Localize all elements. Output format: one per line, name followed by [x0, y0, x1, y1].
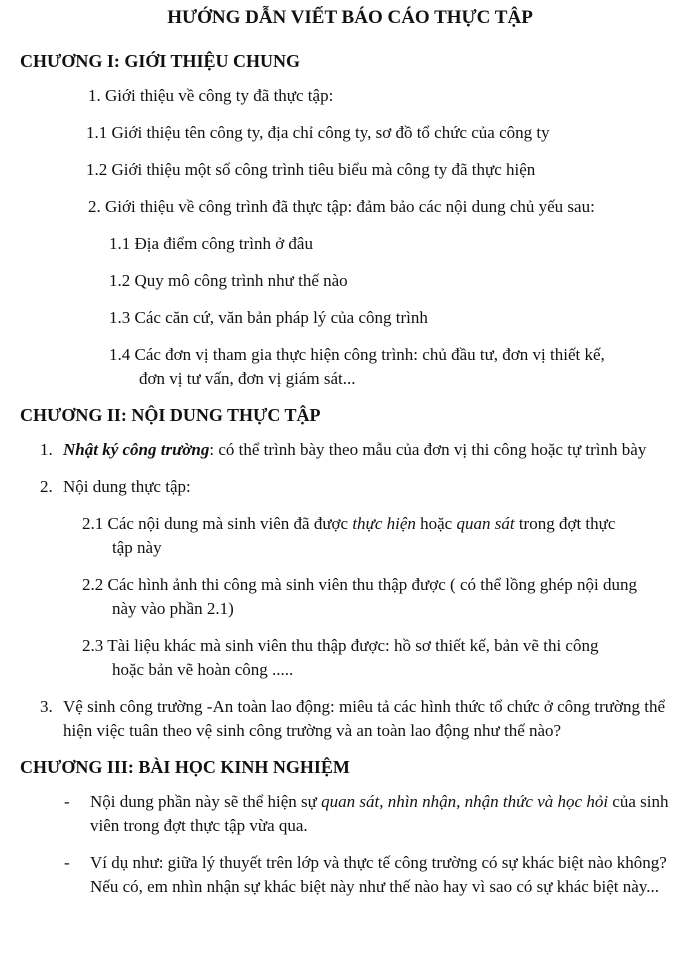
ch1-item-2-3: 1.3 Các căn cứ, văn bản pháp lý của công trình: [109, 308, 428, 327]
ch2-item-2: [20, 475, 680, 499]
ch2-item-1-text: : có thể trình bày theo mẫu của đơn vị thi công hoặc tự trình bày: [209, 440, 647, 459]
ch3-bullet-1-pre: Nội dung phần này sẽ thể hiện sự: [90, 792, 322, 811]
ch2-item-2-number: 2.: [40, 477, 53, 496]
ch2-sub-2-3-line2: hoặc bản vẽ hoàn công .....: [112, 660, 294, 679]
ch2-sub-2-2: [20, 573, 680, 621]
chapter-2-heading: CHƯƠNG II: NỘI DUNG THỰC TẬP: [20, 405, 321, 425]
ch2-sub-2-1: [20, 512, 680, 560]
ch3-bullet-2: [20, 851, 680, 899]
ch1-item-2-1: 1.1 Địa điểm công trình ở đâu: [109, 234, 313, 253]
ch2-sub-2-1-line2: tập này: [112, 538, 162, 557]
ch2-sub-2-2-line2: này vào phần 2.1): [112, 599, 234, 618]
ch3-bullet-1-post: của sinh viên trong đợt thực tập vừa qua.: [90, 792, 669, 835]
ch1-item-1-2: 1.2 Giới thiệu một số công trình tiêu biểu mà công ty đã thực hiện: [86, 160, 536, 179]
ch1-item-2-4: [20, 343, 680, 391]
ch2-item-2-text: Nội dung thực tập:: [63, 477, 191, 496]
ch2-sub-2-1-em1: thực hiện: [352, 514, 416, 533]
ch3-bullet-1-mark: -: [64, 792, 70, 811]
ch3-bullet-1: [20, 790, 680, 838]
chapter-1-heading: CHƯƠNG I: GIỚI THIỆU CHUNG: [20, 51, 301, 71]
ch1-item-2: 2. Giới thiệu về công trình đã thực tập: đảm bảo các nội dung chủ yếu sau:: [88, 197, 595, 216]
ch1-item-2-2: 1.2 Quy mô công trình như thế nào: [109, 271, 348, 290]
ch2-sub-2-1-em2: quan sát: [456, 514, 515, 533]
chapter-3-heading: CHƯƠNG III: BÀI HỌC KINH NGHIỆM: [20, 757, 350, 777]
ch2-item-1-emphasis: Nhật ký công trường: [63, 440, 210, 459]
ch2-item-3-number: 3.: [40, 697, 53, 716]
ch3-bullet-2-mark: -: [64, 853, 70, 872]
ch3-bullet-1-emphasis: quan sát, nhìn nhận, nhận thức và học hỏi: [321, 792, 609, 811]
ch3-bullet-1-body: [90, 790, 680, 838]
ch2-sub-2-3-line1: 2.3 Tài liệu khác mà sinh viên thu thập được: hồ sơ thiết kế, bản vẽ thi công: [82, 636, 599, 655]
ch1-item-2-4-line1: 1.4 Các đơn vị tham gia thực hiện công trình: chủ đầu tư, đơn vị thiết kế,: [109, 345, 605, 364]
ch2-sub-2-3: [20, 634, 680, 682]
ch1-item-2-4-line2: đơn vị tư vấn, đơn vị giám sát...: [139, 369, 356, 388]
ch2-item-3: [20, 695, 680, 743]
ch1-item-1: 1. Giới thiệu về công ty đã thực tập:: [88, 86, 334, 105]
ch2-sub-2-1-pre: 2.1 Các nội dung mà sinh viên đã được: [82, 514, 353, 533]
ch2-sub-2-2-line1: 2.2 Các hình ảnh thi công mà sinh viên thu thập được ( có thể lồng ghép nội dung: [82, 575, 638, 594]
ch2-sub-2-1-mid: hoặc: [415, 514, 457, 533]
ch3-bullet-2-text: Ví dụ như: giữa lý thuyết trên lớp và thực tế công trường có sự khác biệt nào không? Nếu có, em nhìn nhận sự khác biệt này như thế nào hay vì sao có sự khác biệt này...: [90, 853, 667, 896]
ch2-sub-2-1-post: trong đợt thực: [514, 514, 616, 533]
document-title: HƯỚNG DẪN VIẾT BÁO CÁO THỰC TẬP: [167, 7, 533, 28]
ch2-item-1: [20, 438, 680, 462]
ch2-item-3-text: Vệ sinh công trường -An toàn lao động: miêu tả các hình thức tổ chức ở công trường thể hiện việc tuân theo vệ sinh công trường và an toàn lao động như thế nào?: [63, 697, 666, 740]
ch2-item-1-number: 1.: [40, 440, 53, 459]
ch1-item-1-1: 1.1 Giới thiệu tên công ty, địa chỉ công ty, sơ đồ tổ chức của công ty: [86, 123, 550, 142]
